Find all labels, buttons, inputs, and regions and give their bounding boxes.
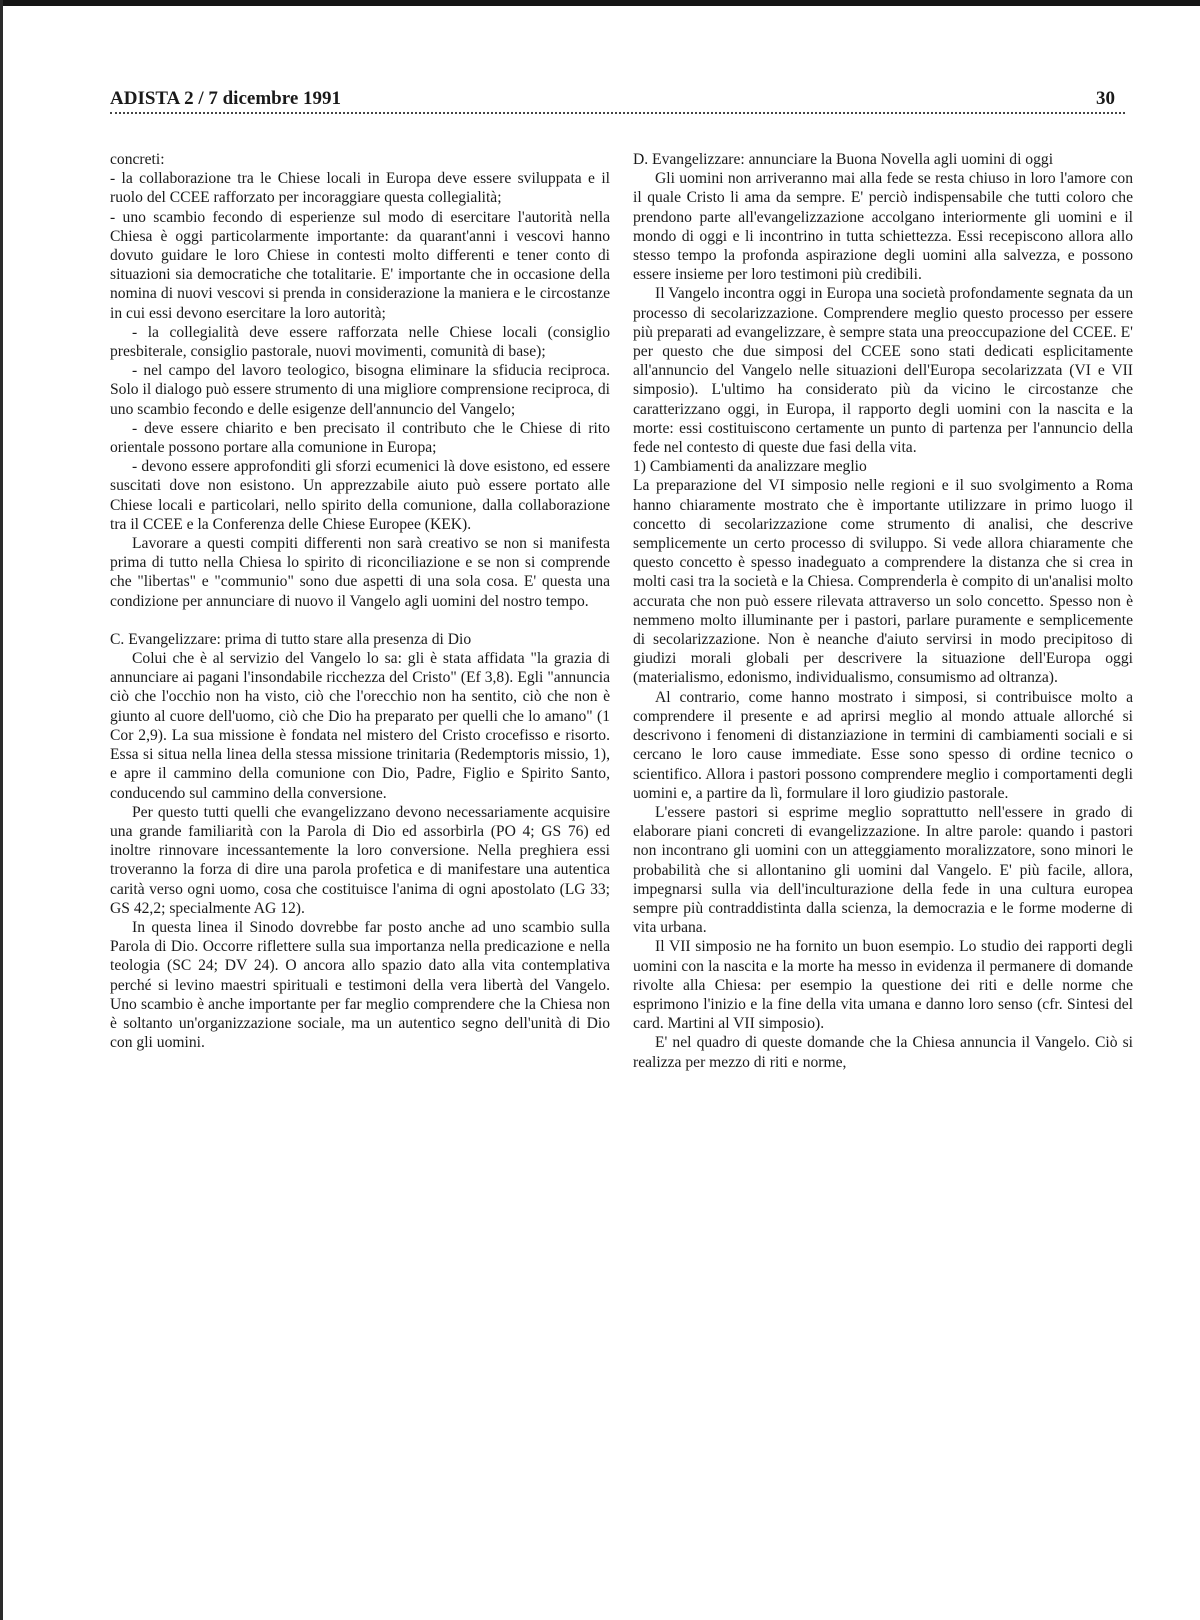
paragraph: Per questo tutti quelli che evangelizzano devono necessariamente acquisire una grande familiarità con la Parola di Dio ed assorbirla (PO 4; GS 76) ed inoltre rinnovare incessantemente la loro conversione. Nella preghiera essi troveranno la forza di dire una parola profetica e di manifestare una autentica carità verso ogni uomo, cosa che costituisce l'anima di ogni apostolato (LG 33; GS 42,2; specialmente AG 12). (110, 803, 610, 917)
right-column (633, 150, 1133, 1072)
paragraph: Colui che è al servizio del Vangelo lo sa: gli è stata affidata "la grazia di annunciare ai pagani l'insondabile ricchezza del Cristo" (Ef 3,8). Egli "annuncia ciò che l'occhio non ha visto, ciò che l'orecchio non ha sentito, ciò che non è giunto al cuore dell'uomo, ciò che Dio ha preparato per quelli che lo amano" (1 Cor 2,9). La sua missione è fondata nel mistero del Cristo crocefisso e risorto. Essa si situa nella linea della stessa missione trinitaria (Redemptoris missio, 1), e apre il cammino della comunione con Dio, Padre, Figlio e Spirito Santo, conducendo sul cammino della conversione. (110, 650, 610, 802)
list-item: - nel campo del lavoro teologico, bisogna eliminare la sfiducia reciproca. Solo il dialogo può essere strumento di una migliore comprensione reciproca, di uno scambio fecondo e delle esigenze dell'annuncio del Vangelo; (110, 362, 610, 418)
paragraph: La preparazione del VI simposio nelle regioni e il suo svolgimento a Roma hanno chiaramente mostrato che è importante utilizzare in primo luogo il concetto di secolarizzazione come strumento di analisi, che descrive semplicemente un certo processo di sviluppo. Si vede allora chiaramente che questo concetto è spesso inadeguato a comprendere la distanza che si crea in molti casi tra la società e la Chiesa. Comprenderla è compito di un'analisi molto accurata che non può essere rilevata attraverso un solo concetto. Spesso non è nemmeno molto illuminante per i pastori, parlare puramente e semplicemente di secolarizzazione. Non è neanche d'aiuto servirsi in modo precipitoso di giudizi morali globali per descrivere la situazione dell'Europa oggi (materialismo, edonismo, individualismo, consumismo ad oltranza). (633, 477, 1133, 687)
section-heading-d: D. Evangelizzare: annunciare la Buona Novella agli uomini di oggi (633, 151, 1054, 168)
list-item: - devono essere approfonditi gli sforzi ecumenici là dove esistono, ed essere suscitati dove non esistono. Un apprezzabile aiuto può essere portato alle Chiese locali e particolari, nello spirito della comunione, dalla collaborazione tra il CCEE e la Conferenza delle Chiese Europee (KEK). (110, 458, 610, 533)
paragraph: In questa linea il Sinodo dovrebbe far posto anche ad uno scambio sulla Parola di Dio. Occorre riflettere sulla sua importanza nella predicazione e nella teologia (SC 24; DV 24). O ancora allo spazio dato alla vita contemplativa perché si levino maestri spirituali e testimoni della vera libertà del Vangelo. Uno scambio è anche importante per far meglio comprendere che la Chiesa non è soltanto un'organizzazione sociale, ma un autentico segno dell'unità di Dio con gli uomini. (110, 918, 610, 1052)
paragraph: Al contrario, come hanno mostrato i simposi, si contribuisce molto a comprendere il presente e ad aprirsi meglio al mondo attuale allorché si descrivono i fenomeni di distanziazione in termini di cambiamenti sociali e si cercano le loro cause immediate. Esse sono spesso di ordine tecnico o scientifico. Allora i pastori possono comprendere meglio i comportamenti degli uomini e, a partire da lì, formulare il loro giudizio pastorale. (633, 688, 1133, 802)
scan-top-border (0, 0, 1200, 6)
scan-left-border (0, 0, 3, 1620)
section-heading-c: C. Evangelizzare: prima di tutto stare alla presenza di Dio (110, 630, 472, 648)
page-header (110, 84, 1115, 110)
header-divider (110, 112, 1125, 114)
paragraph: L'essere pastori si esprime meglio soprattutto nell'essere in grado di elaborare piani concreti di evangelizzazione. In altre parole: quando i pastori non incontrano gli uomini con un atteggiamento moralizzatore, sono minori le probabilità che si allontanino gli uomini dal Vangelo. E' più facile, allora, impegnarsi sulla via dell'inculturazione della fede in una cultura europea sempre più contraddistinta dalla scienza, la democrazia e le forme moderne di vita urbana. (633, 803, 1133, 937)
list-item: - la collaborazione tra le Chiese locali in Europa deve essere sviluppata e il ruolo del CCEE rafforzato per incoraggiare questa collegialità; (110, 170, 610, 207)
publication-line: ADISTA 2 / 7 dicembre 1991 (110, 88, 341, 109)
paragraph: Il Vangelo incontra oggi in Europa una società profondamente segnata da un processo di secolarizzazione. Comprendere meglio questo processo per essere più preparati ad evangelizzare, è sempre stata una preoccupazione del CCEE. E' per questo che due simposi del CCEE sono stati dedicati esplicitamente all'annuncio del Vangelo nelle situazioni dell'Europa secolarizzata (VI e VII simposio). L'ultimo ha considerato più da vicino le circostanze che caratterizzano oggi, in Europa, il rapporto degli uomini con la nascita e la morte: essi costituiscono certamente un punto di partenza per l'annuncio della fede nel contesto di queste due fasi della vita. (633, 285, 1133, 457)
paragraph: E' nel quadro di queste domande che la Chiesa annuncia il Vangelo. Ciò si realizza per mezzo di riti e norme, (633, 1034, 1133, 1071)
paragraph: Il VII simposio ne ha fornito un buon esempio. Lo studio dei rapporti degli uomini con la nascita e la morte ha messo in evidenza il permanere di domande rivolte alla Chiesa: per esempio la questione dei riti e delle norme che esprimono l'inizio e la fine della vita umana e danno loro senso (cfr. Sintesi del card. Martini al VII simposio). (633, 938, 1133, 1033)
subsection-heading: 1) Cambiamenti da analizzare meglio (633, 458, 867, 476)
list-item: - uno scambio fecondo di esperienze sul modo di esercitare l'autorità nella Chiesa è oggi particolarmente importante: da quarant'anni i vescovi hanno dovuto guidare le loro Chiese in contesti molto differenti e tener conto di situazioni sia democratiche che totalitarie. E' importante che in occasione della nomina di nuovi vescovi si prenda in considerazione la maniera e le circostanze in cui essi devono esercitare la loro autorità; (110, 208, 610, 322)
list-item: - deve essere chiarito e ben precisato il contributo che le Chiese di rito orientale possono portare alla comunione in Europa; (110, 419, 610, 457)
list-item: - la collegialità deve essere rafforzata nelle Chiese locali (consiglio presbiterale, consiglio pastorale, nuovi movimenti, comunità di base); (110, 323, 610, 361)
paragraph: Lavorare a questi compiti differenti non sarà creativo se non si manifesta prima di tutto nella Chiesa lo spirito di riconciliazione e se non si comprende che "libertas" e "communio" sono due aspetti di una sola cosa. E' questa una condizione per annunciare di nuovo il Vangelo agli uomini del nostro tempo. (110, 535, 610, 610)
paragraph: concreti: (110, 151, 165, 168)
left-column (110, 150, 610, 1052)
page-number: 30 (1096, 88, 1115, 109)
paragraph: Gli uomini non arriveranno mai alla fede se resta chiuso in loro l'amore con il quale Cristo li ama da sempre. E' perciò indispensabile che tutti coloro che prendono parte all'evangelizzazione accolgano interiormente gli uomini e il mondo di oggi e li incontrino in tutta schiettezza. Essi recepiscono allora allo stesso tempo la profonda aspirazione degli uomini alla salvezza, e possono essere insieme per loro testimoni più credibili. (633, 170, 1133, 284)
